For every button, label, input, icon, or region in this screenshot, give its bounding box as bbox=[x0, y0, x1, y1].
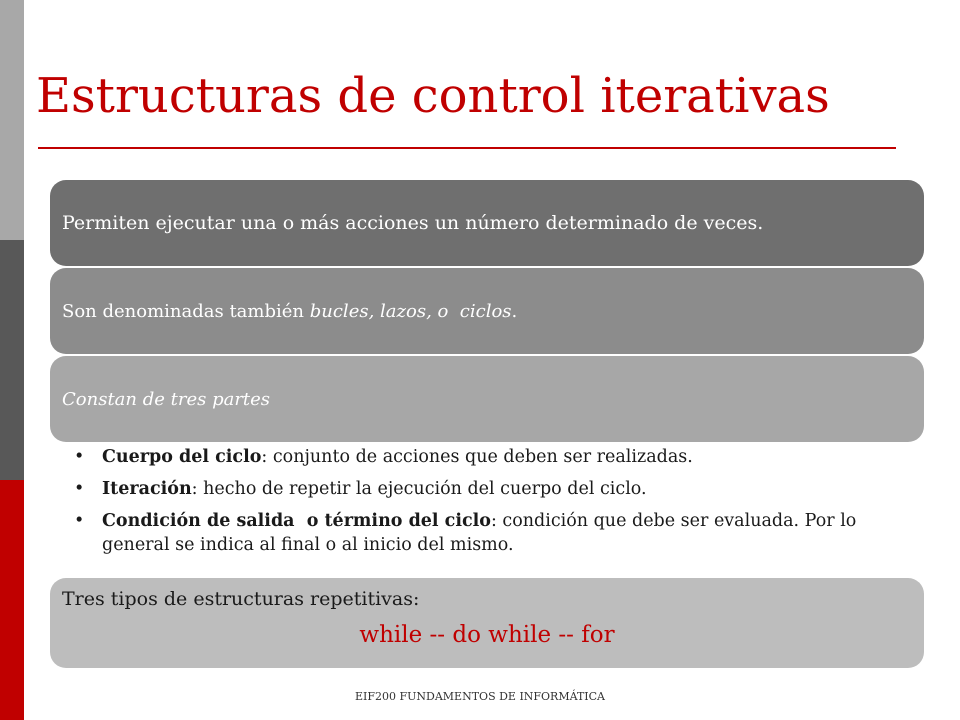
list-item bbox=[74, 445, 914, 469]
list-item bbox=[74, 509, 914, 557]
info-box-parts-text: Constan de tres partes bbox=[62, 388, 271, 410]
slide-title: Estructuras de control iterativas bbox=[36, 68, 830, 124]
info-box-types bbox=[50, 578, 924, 668]
list-item-desc: : hecho de repetir la ejecución del cuerpo del ciclo. bbox=[191, 479, 647, 499]
sidebar-segment-red bbox=[0, 480, 24, 720]
info-box-definition bbox=[50, 180, 924, 266]
list-item-desc: : condición que debe ser evaluada. Por lo general se indica al final o al inicio del mismo. bbox=[102, 511, 857, 555]
types-intro: Tres tipos de estructuras repetitivas: bbox=[62, 588, 420, 610]
info-box-parts bbox=[50, 356, 924, 442]
parts-list bbox=[74, 445, 914, 565]
list-item-term: Condición de salida o término del ciclo bbox=[102, 511, 491, 531]
info-box-names-prefix: Son denominadas también bbox=[62, 300, 310, 322]
info-box-names-italic: bucles, lazos, o ciclos bbox=[309, 300, 512, 322]
list-item-term: Iteración bbox=[102, 479, 192, 499]
info-box-names bbox=[50, 268, 924, 354]
slide-sidebar bbox=[0, 0, 24, 720]
list-item bbox=[74, 477, 914, 501]
types-list: while -- do while -- for bbox=[359, 622, 615, 648]
info-box-definition-text: Permiten ejecutar una o más acciones un número determinado de veces. bbox=[62, 212, 764, 234]
list-item-term: Cuerpo del ciclo bbox=[102, 447, 262, 467]
title-underline bbox=[38, 147, 896, 149]
sidebar-segment-gray bbox=[0, 0, 24, 240]
info-box-names-suffix: . bbox=[511, 300, 518, 322]
list-item-desc: : conjunto de acciones que deben ser realizadas. bbox=[261, 447, 693, 467]
slide-footer: EIF200 FUNDAMENTOS DE INFORMÁTICA bbox=[355, 690, 605, 703]
sidebar-segment-dark bbox=[0, 240, 24, 480]
